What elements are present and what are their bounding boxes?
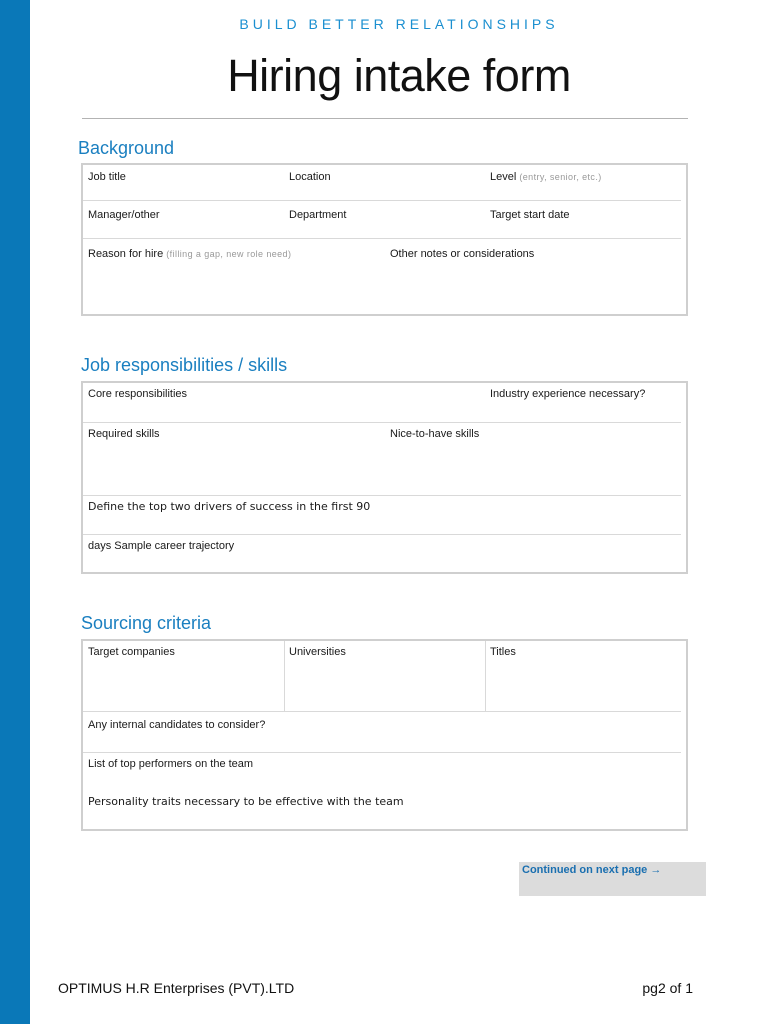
page-title: Hiring intake form <box>227 50 571 101</box>
target-start-date-field[interactable]: Target start date <box>490 209 570 221</box>
reason-for-hire-field[interactable] <box>88 248 291 260</box>
tagline: BUILD BETTER RELATIONSHIPS <box>239 16 559 32</box>
other-notes-field[interactable]: Other notes or considerations <box>390 248 535 260</box>
department-field[interactable]: Department <box>289 209 347 221</box>
core-responsibilities-field[interactable]: Core responsibilities <box>88 388 188 400</box>
column-divider <box>284 641 285 711</box>
manager-field[interactable]: Manager/other <box>88 209 160 221</box>
target-companies-field[interactable]: Target companies <box>88 646 175 658</box>
background-heading: Background <box>78 138 175 158</box>
footer-page-number: pg2 of 1 <box>642 980 693 996</box>
personality-traits-field[interactable]: Personality traits necessary to be effective with the team <box>88 795 404 808</box>
level-field[interactable] <box>490 171 602 183</box>
internal-candidates-field[interactable]: Any internal candidates to consider? <box>88 719 266 731</box>
row-divider <box>83 495 681 496</box>
title-divider <box>82 118 688 119</box>
reason-label: Reason for hire <box>88 248 164 260</box>
career-trajectory-field[interactable]: days Sample career trajectory <box>88 540 235 552</box>
row-divider <box>83 711 681 712</box>
responsibilities-heading: Job responsibilities / skills <box>81 355 288 375</box>
sourcing-box <box>81 639 688 831</box>
required-skills-field[interactable]: Required skills <box>88 428 160 440</box>
background-box <box>81 163 688 316</box>
universities-field[interactable]: Universities <box>289 646 346 658</box>
top-performers-field[interactable]: List of top performers on the team <box>88 758 254 770</box>
row-divider <box>83 534 681 535</box>
row-divider <box>83 200 681 201</box>
responsibilities-box <box>81 381 688 574</box>
success-drivers-field[interactable]: Define the top two drivers of success in the first 90 <box>88 500 371 513</box>
titles-field[interactable]: Titles <box>490 646 516 658</box>
level-label: Level <box>490 171 517 183</box>
nice-to-have-skills-field[interactable]: Nice-to-have skills <box>390 428 480 440</box>
footer-company-name: OPTIMUS H.R Enterprises (PVT).LTD <box>58 980 295 996</box>
industry-experience-field[interactable]: Industry experience necessary? <box>490 388 646 400</box>
reason-hint: (filling a gap, new role need) <box>166 249 292 259</box>
level-hint: (entry, senior, etc.) <box>519 172 602 182</box>
job-title-field[interactable]: Job title <box>88 171 126 183</box>
sourcing-heading: Sourcing criteria <box>81 613 212 633</box>
row-divider <box>83 238 681 239</box>
row-divider <box>83 422 681 423</box>
column-divider <box>485 641 486 711</box>
continued-next-page-link[interactable]: Continued on next page → <box>519 862 706 896</box>
row-divider <box>83 752 681 753</box>
location-field[interactable]: Location <box>289 171 331 183</box>
left-accent-bar <box>0 0 30 1024</box>
